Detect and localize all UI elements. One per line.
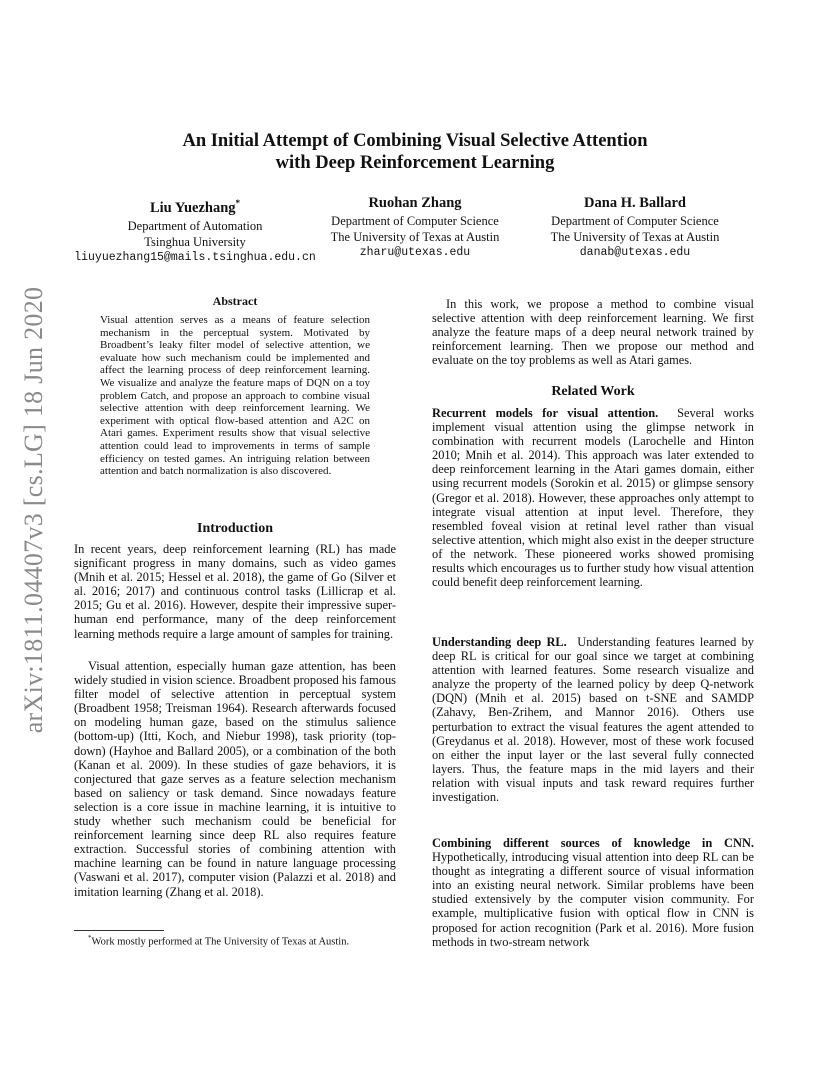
author-name: Liu Yuezhang xyxy=(149,199,236,216)
author-affiliation: Department of Computer Science xyxy=(551,214,719,228)
author-email: danab@utexas.edu xyxy=(579,246,691,259)
related-work-paragraph-2 xyxy=(432,635,754,804)
related-work-heading: Related Work xyxy=(551,384,635,399)
related-work-paragraph-3 xyxy=(432,836,754,949)
footnote-text: Work mostly performed at The University of Texas at Austin. xyxy=(91,936,350,948)
author-block-2 xyxy=(305,193,525,261)
footnote xyxy=(74,934,418,948)
paragraph-body: Understanding features learned by deep RL is critical for our goal since we target at combining attention with learned features. Some research visualize and analyze the property of the learned policy by deep Q-network (DQN) (Mnih et al. 2015) based on t-SNE and SAMDP (Zahavy, Ben-Zrihem, and Mannor 2016). Others use perturbation to extract the visual features the agent attended to (Greydanus et al. 2018). However, most of these work focused on either the input layer or the last several fully connected layers. Thus, the feature maps in the mid layers and their relation with visual inputs and task reward requires further investigation. xyxy=(432,635,754,805)
author-name: Ruohan Zhang xyxy=(368,195,462,211)
footnote-mark: * xyxy=(88,934,92,942)
footnote-rule xyxy=(74,930,164,931)
author-institution: The University of Texas at Austin xyxy=(550,230,720,244)
author-block-1 xyxy=(60,193,330,266)
author-affiliation: Department of Automation xyxy=(127,218,263,233)
arxiv-identifier xyxy=(14,286,54,734)
paragraph-run-in-heading: Recurrent models for visual attention. xyxy=(432,406,659,420)
author-footnote-mark: * xyxy=(235,198,241,208)
author-name: Dana H. Ballard xyxy=(584,195,686,211)
paragraph-run-in-heading: Understanding deep RL. xyxy=(432,635,567,649)
abstract-heading: Abstract xyxy=(212,294,258,308)
introduction-heading: Introduction xyxy=(197,521,273,536)
author-email: liuyuezhang15@mails.tsinghua.edu.cn xyxy=(74,250,316,264)
author-institution: Tsinghua University xyxy=(144,234,246,249)
author-block-3 xyxy=(525,193,745,261)
abstract-text: Visual attention serves as a means of feature selection mechanism in the perceptual system. Motivated by Broadbent’s leaky filter model of selective attention, we evaluate how such mechanism could be implemented and affect the learning process of deep reinforcement learning. We visualize and analyze the feature maps of DQN on a toy problem Catch, and propose an approach to combine visual selective attention with deep reinforcement learning. We experiment with optical flow-based attention and A2C on Atari games. Experiment results show that visual selective attention could lead to improvements in terms of sample efficiency on tested games. An intriguing relation between attention and batch normalization is also discovered. xyxy=(100,314,370,478)
introduction-paragraph-2: Visual attention, especially human gaze attention, has been widely studied in vision science. Broadbent proposed his famous filter model of selective attention in perceptual system (Broadbent 1958; Treisman 1964). Research afterwards focused on modeling human gaze, based on the stimulus salience (bottom-up) (Itti, Koch, and Niebur 1998), task priority (top-down) (Hayhoe and Ballard 2005), or a combination of the both (Kanan et al. 2009). In these studies of gaze behaviors, it is conjectured that gaze serves as a feature selection mechanism based on saliency or task demand. Since nowadays feature selection is a core issue in machine learning, it is intuitive to study whether such mechanism could be beneficial for reinforcement learning since deep RL also requires feature extraction. Successful stories of combining attention with machine learning can be found in nature language processing (Vaswani et al. 2017), computer vision (Palazzi et al. 2018) and imitation learning (Zhang et al. 2018). xyxy=(74,659,396,899)
title-line-2: with Deep Reinforcement Learning xyxy=(275,153,555,173)
paragraph-body: Several works implement visual attention using the glimpse network in combination with recurrent models (Larochelle and Hinton 2010; Mnih et al. 2014). This approach was later extended to deep reinforcement learning in the Atari games domain, either using recurrent models (Sorokin et al. 2015) or glimpse sensory (Gregor et al. 2018). However, these approaches only attempt to integrate visual attention at input level. Therefore, they resembled foveal vision at retinal level rather than visual selective attention, which might also exist in the deeper structure of the network. These pioneered works showed promising results which encourages us to further study how visual attention could benefit deep reinforcement learning. xyxy=(432,406,754,590)
paragraph-body: Hypothetically, introducing visual attention into deep RL can be thought as integrating a different source of visual information into an existing neural network. Similar problems have been studied extensively by the computer vision community. For example, multiplicative fusion with optical flow in CNN is proposed for action recognition (Park et al. 2016). More fusion methods in two-stream network xyxy=(432,850,754,949)
method-overview-paragraph: In this work, we propose a method to combine visual selective attention with deep reinforcement learning. We first analyze the feature maps of a deep neural network trained by reinforcement learning. Then we propose our method and evaluate on the toy problems as well as Atari games. xyxy=(432,297,754,368)
author-email: zharu@utexas.edu xyxy=(359,246,471,259)
title-line-1: An Initial Attempt of Combining Visual Selective Attention xyxy=(182,131,648,151)
related-work-paragraph-1 xyxy=(432,406,754,589)
author-institution: The University of Texas at Austin xyxy=(330,230,500,244)
paragraph-run-in-heading: Combining different sources of knowledge in CNN. xyxy=(432,836,754,850)
arxiv-identifier-text: arXiv:1811.04407v3 [cs.LG] 18 Jun 2020 xyxy=(19,286,48,734)
paper-title xyxy=(90,130,740,174)
introduction-paragraph-1: In recent years, deep reinforcement learning (RL) has made significant progress in many domains, such as video games (Mnih et al. 2015; Hessel et al. 2018), the game of Go (Silver et al. 2016; 2017) and continuous control tasks (Lillicrap et al. 2015; Gu et al. 2016). However, despite their impressive super-human end performance, many of the deep reinforcement learning methods require a large amount of samples for training. xyxy=(74,542,396,641)
author-affiliation: Department of Computer Science xyxy=(331,214,499,228)
